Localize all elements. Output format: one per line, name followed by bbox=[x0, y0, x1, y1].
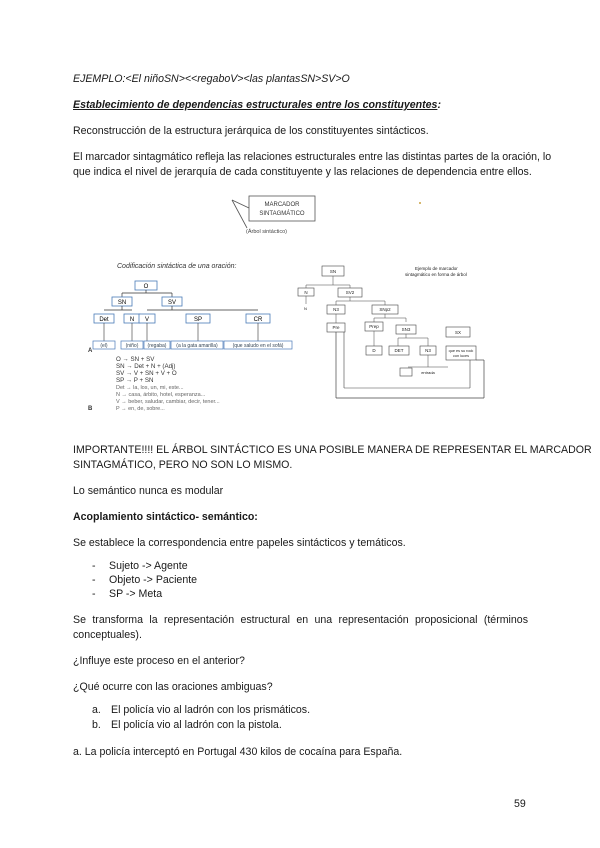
role-bullet-2: - bbox=[92, 574, 96, 586]
paragraph-correspondencia: Se establece la correspondencia entre papeles sintácticos y temáticos. bbox=[73, 537, 406, 549]
example-marker-a: a. bbox=[92, 704, 101, 716]
word-3: (regaba) bbox=[147, 343, 167, 349]
role-item-2: Objeto -> Paciente bbox=[109, 574, 198, 586]
leaf-n: N bbox=[129, 317, 135, 323]
question-influye: ¿Influye este proceso en el anterior? bbox=[73, 655, 245, 667]
paragraph-marcador-line2: que indica el nivel de jerarquía de cada constituyente y las relaciones de dependencia entre ellos. bbox=[73, 166, 532, 178]
r-node-sv2: SV2 bbox=[345, 290, 355, 295]
r-node-pre: Pre bbox=[332, 325, 340, 330]
role-item-3: SP -> Meta bbox=[109, 588, 163, 600]
r-node-que: que es su rock bbox=[448, 349, 474, 353]
rule-7: V → beber, saludar, cambiar, decir, tener... bbox=[116, 399, 220, 405]
r-leaf-n: N bbox=[304, 306, 307, 311]
word-2: (niño) bbox=[125, 343, 139, 349]
rule-4: SP → P + SN bbox=[116, 377, 154, 384]
right-title-line1: Ejemplo de marcador bbox=[415, 266, 458, 271]
r-node-n3: N3 bbox=[333, 307, 339, 312]
rule-8: P → en, de, sobre... bbox=[116, 406, 165, 412]
box-caption: (Árbol sintáctico) bbox=[246, 229, 287, 235]
paragraph-marcador-line1: El marcador sintagmático refleja las relaciones estructurales entre las distintas partes de la oración, lo bbox=[73, 151, 552, 163]
rule-6: N → casa, árbito, hotel, esperanza... bbox=[116, 392, 206, 398]
example-text-b: El policía vio al ladrón con la pistola. bbox=[111, 719, 282, 731]
example-text-a: El policía vio al ladrón con los prismáticos. bbox=[111, 704, 311, 716]
r-node-det: DET bbox=[394, 348, 404, 353]
r-node-sn: SN bbox=[329, 269, 337, 274]
paragraph-final: a. La policía interceptó en Portugal 430 kilos de cocaína para España. bbox=[73, 746, 403, 758]
right-tree bbox=[298, 266, 484, 398]
word-1: (el) bbox=[100, 343, 108, 349]
leaf-v: V bbox=[144, 317, 150, 323]
paragraph-transforma: Se transforma la representación estructural en una representación proposicional (términos conceptuales). bbox=[73, 614, 528, 641]
paragraph-reconstruccion: Reconstrucción de la estructura jerárquica de los constituyentes sintácticos. bbox=[73, 125, 429, 137]
left-title: Codificación sintáctica de una oración: bbox=[117, 263, 237, 270]
word-4: (a la gata amarilla) bbox=[176, 343, 218, 349]
importante-line1: IMPORTANTE!!!! EL ÁRBOL SINTÁCTICO ES UNA POSIBLE MANERA DE REPRESENTAR EL MARCADOR bbox=[73, 444, 592, 456]
r-leaf-entrada: entrada bbox=[421, 370, 435, 375]
rule-3: SV → V + SN + V + O bbox=[116, 370, 177, 377]
r-node-luces: con luces bbox=[452, 354, 470, 358]
leaf-det: Det bbox=[99, 317, 109, 323]
heading-acoplamiento: Acoplamiento sintáctico- semántico: bbox=[73, 511, 258, 523]
example-line: EJEMPLO:<El niñoSN><<regaboV><las plantasSN>SV>O bbox=[73, 73, 350, 85]
syntax-figure bbox=[0, 190, 600, 415]
role-bullet-1: - bbox=[92, 560, 96, 572]
page-number: 59 bbox=[514, 798, 526, 810]
heading-dependencies-text: Establecimiento de dependencias estructurales entre los constituyentes bbox=[73, 99, 438, 111]
label-a: A bbox=[88, 348, 93, 354]
role-bullet-3: - bbox=[92, 588, 96, 600]
box-line2: SINTAGMÁTICO bbox=[259, 211, 305, 217]
label-b: B bbox=[88, 406, 93, 412]
r-node-snp2: SNp2 bbox=[379, 307, 391, 312]
tree-sv: SV bbox=[167, 300, 177, 306]
box-line1: MARCADOR bbox=[264, 202, 300, 208]
heading-colon: : bbox=[437, 99, 441, 111]
question-ambiguas: ¿Qué ocurre con las oraciones ambiguas? bbox=[73, 681, 273, 693]
tree-sn: SN bbox=[117, 300, 127, 306]
right-title-line2: sintagmático en forma de árbol bbox=[405, 272, 467, 277]
r-node-n3-b: N3 bbox=[425, 348, 431, 353]
rule-2: SN → Det + N + (Adj) bbox=[116, 363, 176, 370]
role-item-1: Sujeto -> Agente bbox=[109, 560, 188, 572]
rule-5: Det → la, los, un, mi, este... bbox=[116, 385, 184, 391]
marcador-box bbox=[232, 196, 421, 235]
r-node-prep: Prep bbox=[369, 324, 379, 329]
r-node-d: D bbox=[372, 348, 376, 353]
word-5: (que saludo en el sofá) bbox=[232, 343, 284, 349]
tree-root: O bbox=[143, 284, 149, 290]
paragraph-semantico: Lo semántico nunca es modular bbox=[73, 485, 224, 497]
example-marker-b: b. bbox=[92, 719, 101, 731]
leaf-cr: CR bbox=[253, 317, 263, 323]
rewrite-rules bbox=[116, 356, 220, 412]
left-tree bbox=[88, 263, 292, 412]
r-node-sn3: SN3 bbox=[401, 327, 411, 332]
heading-dependencies bbox=[73, 98, 441, 113]
rule-1: O → SN + SV bbox=[116, 356, 155, 363]
leaf-sp: SP bbox=[193, 317, 203, 323]
r-node-sx: SX bbox=[454, 330, 462, 335]
importante-line2: SINTAGMÁTICO, PERO NO SON LO MISMO. bbox=[73, 459, 293, 471]
r-node-n: N bbox=[304, 290, 308, 295]
